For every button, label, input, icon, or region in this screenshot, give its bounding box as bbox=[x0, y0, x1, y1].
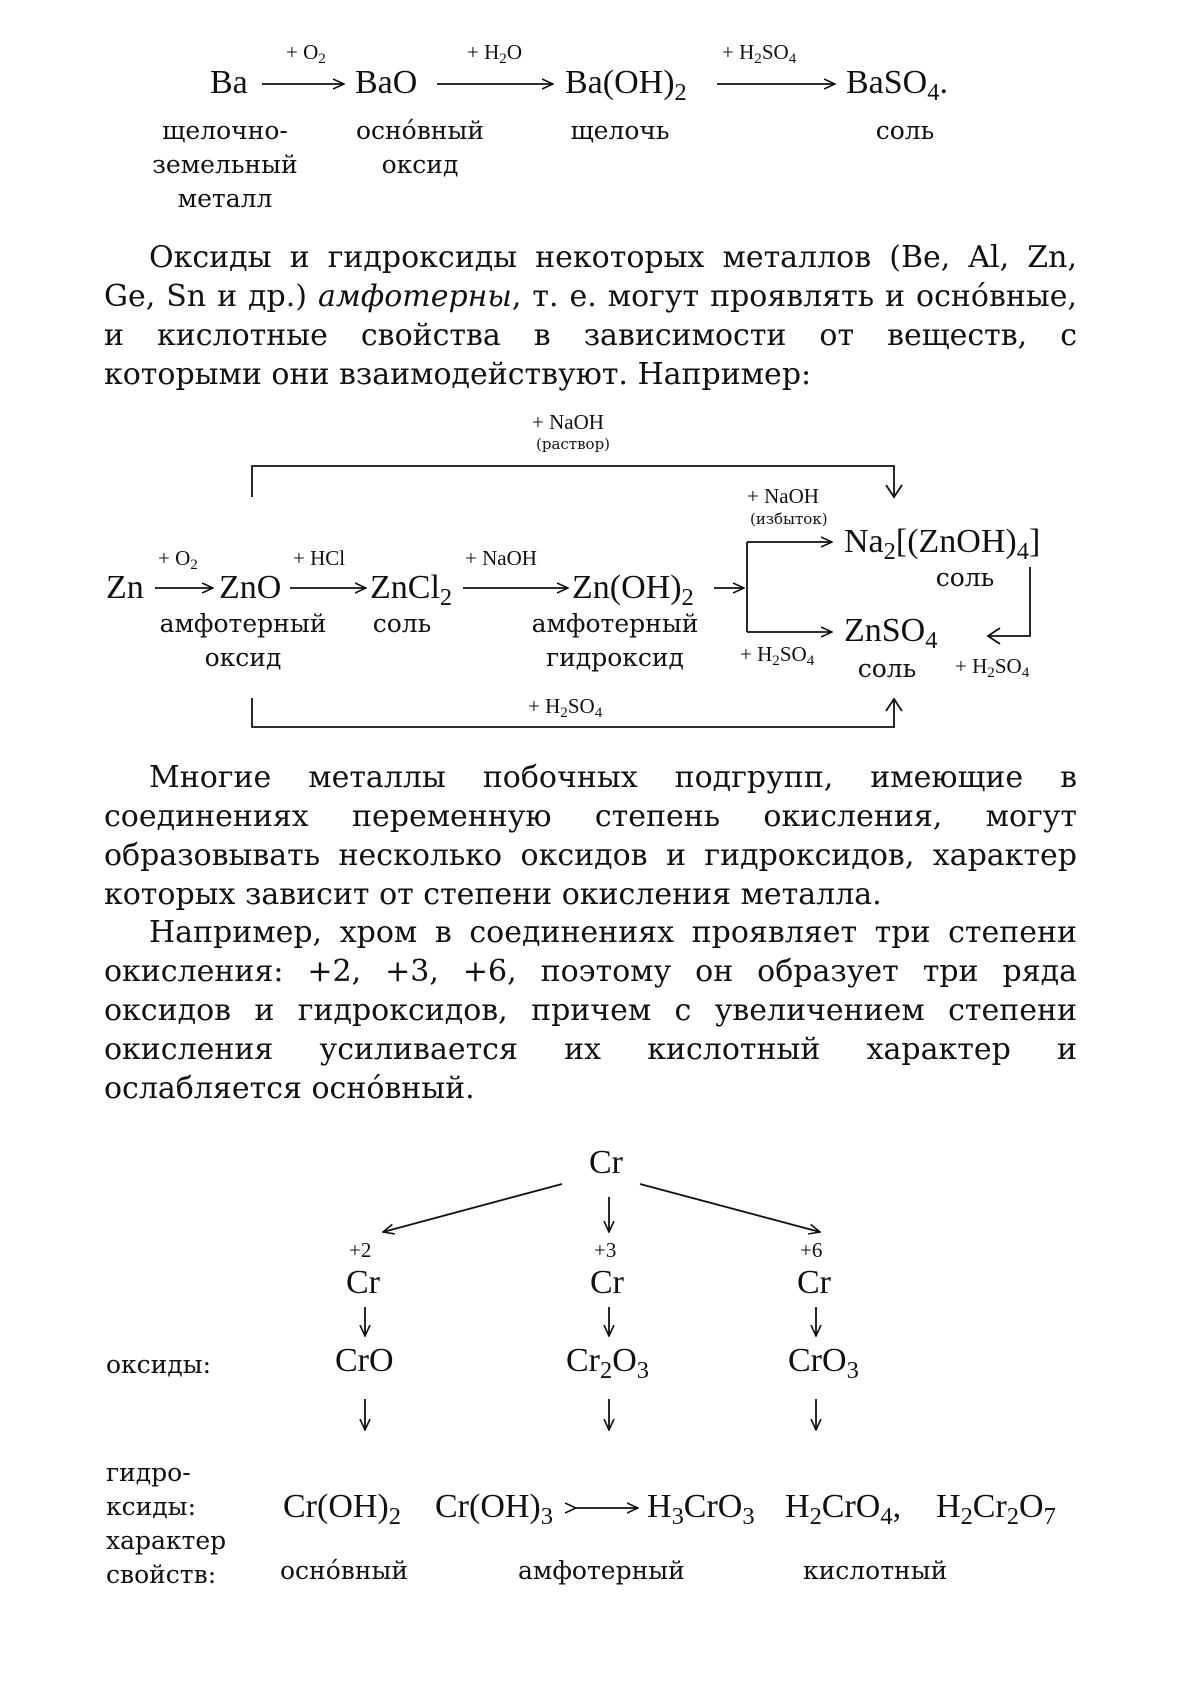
note-excess: (избыток) bbox=[750, 510, 828, 528]
formula-znoh2: $Zn(OH)_2$ bbox=[572, 569, 694, 611]
reagent-h2so4-loop: + $H_2SO_4$ bbox=[955, 654, 1030, 682]
label-salt-zncl2: соль bbox=[372, 609, 432, 638]
arrow-cr-left bbox=[383, 1184, 562, 1232]
formula-cr-top: Cr bbox=[589, 1144, 623, 1181]
oxidation-state-6: +6 bbox=[800, 1238, 823, 1262]
reagent-o2-zn: + $O_2$ bbox=[158, 546, 198, 574]
label-basic-oxide: осно́вный оксид bbox=[355, 116, 485, 179]
oxidation-state-3: +3 bbox=[594, 1238, 617, 1262]
formula-zn: Zn bbox=[106, 569, 144, 606]
reagent-hcl: + HCl bbox=[293, 546, 346, 570]
formula-zno: ZnO bbox=[219, 569, 282, 606]
label-alkaline-earth-metal: щелочно- земельный металл bbox=[152, 116, 298, 213]
label-salt-znso4: соль bbox=[857, 654, 917, 683]
formula-bao: BaO bbox=[355, 64, 418, 101]
reagent-top-naoh: + NaOH bbox=[532, 410, 604, 434]
label-salt: соль bbox=[875, 116, 935, 145]
reagent-h2o: + $H_2O$ bbox=[467, 40, 522, 68]
label-amphoteric-hydroxide: амфотерный гидроксид bbox=[531, 609, 699, 672]
label-alkali: щелочь bbox=[570, 116, 670, 145]
formula-h3cro3: $H_3CrO_3$ bbox=[647, 1488, 755, 1530]
formula-croh2: $Cr(OH)_2$ bbox=[283, 1488, 401, 1530]
formula-ba: Ba bbox=[210, 64, 248, 101]
formula-znso4: ZnSO$_4$ bbox=[844, 612, 938, 654]
character-basic: осно́вный bbox=[280, 1556, 409, 1585]
reagent-h2so4: + $H_2SO_4$ bbox=[722, 40, 797, 68]
label-oxides: оксиды: bbox=[106, 1350, 212, 1379]
reagent-naoh-excess: + NaOH bbox=[747, 484, 819, 508]
reagent-naoh: + NaOH bbox=[465, 546, 537, 570]
formula-cr6: Cr bbox=[797, 1264, 831, 1301]
formula-zncl2: ZnCl$_2$ bbox=[370, 569, 453, 611]
paragraph-transition-metals: Многие металлы побочных подгрупп, имеющие в соединениях переменную степень окисления, могут образовывать несколько оксидов и гидроксидов, характер которых зависит от степени окисления металла. bbox=[104, 760, 1077, 912]
character-amphoteric: амфотерный bbox=[518, 1556, 685, 1585]
formula-cr2: Cr bbox=[346, 1264, 380, 1301]
label-amphoteric-oxide: амфотерный оксид bbox=[159, 609, 327, 672]
formula-cr3: Cr bbox=[590, 1264, 624, 1301]
formula-cr2o3: $Cr_2O_3$ bbox=[566, 1342, 650, 1384]
note-solution: (раствор) bbox=[536, 435, 611, 453]
label-hydroxides: гидро- ксиды: характер свойств: bbox=[106, 1458, 227, 1589]
formula-baoh2: $Ba(OH)_2$ bbox=[565, 64, 687, 106]
label-salt-zincate: соль bbox=[935, 563, 995, 592]
formula-cro: CrO bbox=[335, 1342, 394, 1379]
formula-baso4: BaSO$_4$. bbox=[846, 64, 948, 106]
reagent-o2: + $O_2$ bbox=[286, 40, 326, 68]
formula-na2-zincate: $Na_2[(ZnOH)_4]$ bbox=[844, 523, 1041, 565]
paragraph-amphoteric: Оксиды и гидроксиды некоторых металлов (Be, Al, Zn, Ge, Sn и др.) амфотерны, т. е. могут проявлять и осно́вные, и кислотные свойства в зависимости от веществ, с которыми они взаимодействуют. Например: bbox=[104, 240, 1077, 392]
term-amphoteric: амфотерны bbox=[317, 279, 512, 314]
paragraph-chromium: Например, хром в соединениях проявляет три степени окисления: +2, +3, +6, поэтому он образует три ряда оксидов и гидроксидов, причем с увеличением степени окисления усиливается их кислотный характер и ослабляется осно́вный. bbox=[104, 915, 1077, 1106]
formula-h2cr2o7: $H_2Cr_2O_7$ bbox=[936, 1488, 1056, 1530]
arrow-cr-right bbox=[640, 1184, 820, 1232]
formula-cro3: CrO$_3$ bbox=[788, 1342, 859, 1384]
character-acidic: кислотный bbox=[803, 1556, 948, 1585]
formula-croh3: $Cr(OH)_3$ bbox=[435, 1488, 553, 1530]
reagent-h2so4-branch: + $H_2SO_4$ bbox=[740, 642, 815, 670]
reagent-h2so4-bottom: + $H_2SO_4$ bbox=[528, 694, 603, 722]
formula-h2cro4: $H_2CrO_4$, bbox=[785, 1488, 902, 1530]
oxidation-state-2: +2 bbox=[349, 1238, 372, 1262]
